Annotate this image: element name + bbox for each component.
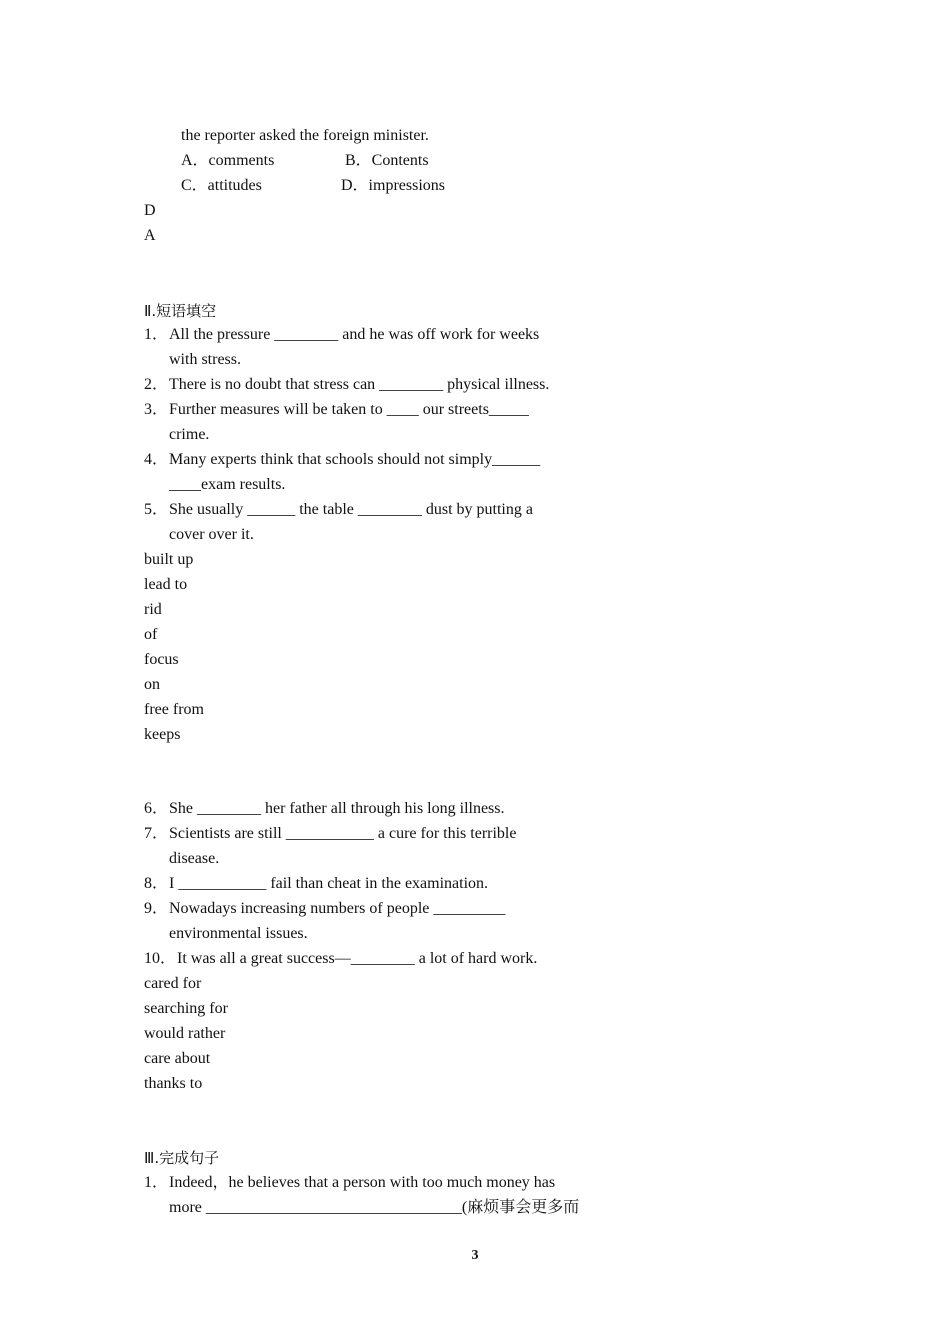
answer-line: care about (144, 1050, 211, 1067)
answer-line: thanks to (144, 1075, 203, 1092)
answer-line: on (144, 676, 160, 693)
question-3: 3．Further measures will be taken to ____ our streets_____ (144, 401, 529, 418)
answer-line: keeps (144, 726, 181, 743)
answer-line: of (144, 626, 158, 643)
option-b: B．Contents (345, 152, 429, 169)
question-6: 6．She ________ her father all through his long illness. (144, 800, 505, 817)
answer-line: searching for (144, 1000, 228, 1017)
question-10: 10．It was all a great success—________ a lot of hard work. (144, 950, 538, 967)
answer-line: cared for (144, 975, 202, 992)
question-1-continued: with stress. (169, 351, 241, 368)
question-7: 7．Scientists are still ___________ a cure for this terrible (144, 825, 517, 842)
answer-line: free from (144, 701, 204, 718)
question-3-continued: crime. (169, 426, 210, 443)
answer-line: rid (144, 601, 162, 618)
answer-line: would rather (144, 1025, 226, 1042)
question-1-continued: more ________________________________(麻烦事会更多而 (169, 1199, 580, 1216)
question-9-continued: environmental issues. (169, 925, 308, 942)
question-4-continued: ____exam results. (169, 476, 286, 493)
answer-line: lead to (144, 576, 188, 593)
option-a: A．comments (181, 152, 275, 169)
option-c: C．attitudes (181, 177, 262, 194)
question-9: 9．Nowadays increasing numbers of people _________ (144, 900, 506, 917)
section-heading: Ⅲ.完成句子 (144, 1149, 220, 1167)
question-8: 8．I ___________ fail than cheat in the examination. (144, 875, 489, 892)
answer-line: focus (144, 651, 179, 668)
question-2: 2．There is no doubt that stress can ________ physical illness. (144, 376, 550, 393)
question-text-line: the reporter asked the foreign minister. (181, 127, 429, 144)
page-number: 3 (471, 1248, 479, 1263)
question-5: 5．She usually ______ the table ________ dust by putting a (144, 501, 533, 518)
answer-line: A (144, 227, 156, 244)
question-1: 1．All the pressure ________ and he was off work for weeks (144, 326, 540, 343)
question-1: 1．Indeed，he believes that a person with too much money has (144, 1174, 556, 1191)
question-4: 4．Many experts think that schools should not simply______ (144, 451, 541, 468)
question-7-continued: disease. (169, 850, 220, 867)
answer-line: built up (144, 551, 194, 568)
question-5-continued: cover over it. (169, 526, 254, 543)
answer-line: D (144, 202, 156, 219)
section-heading: Ⅱ.短语填空 (144, 302, 217, 320)
option-d: D．impressions (341, 177, 446, 194)
